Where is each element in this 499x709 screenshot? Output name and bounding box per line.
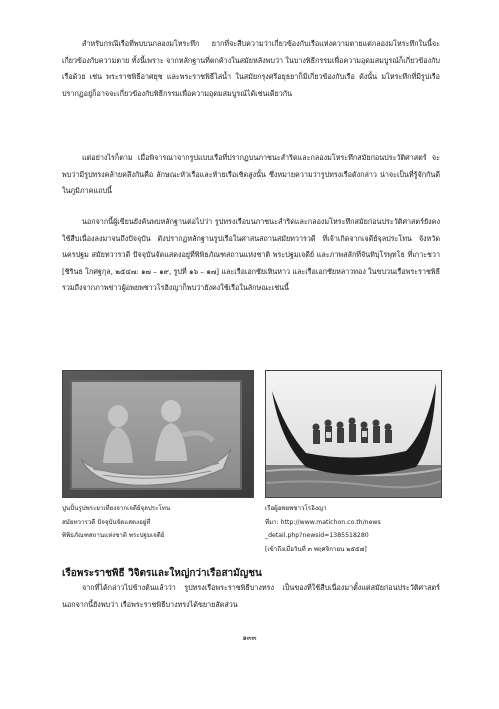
stucco-relief-image	[63, 371, 253, 497]
heading-paragraph-text: จากที่ได้กล่าวไปข้างต้นแล้วว่า รูปทรงเรือพระราชพิธีบางทรง เป็นของที่ใช้สืบเนื่องมาตั้งแต่สมัยก่อนประวัติศาสตร์ นอกจากนี้ยังพบว่า เรือพระราชพิธีบางทรงได้ขยายสัดส่วน	[62, 583, 440, 609]
paragraph-2	[62, 150, 440, 200]
heading-paragraph	[62, 580, 440, 613]
page-number: ๑๓๓	[242, 634, 257, 642]
paragraph-1	[62, 36, 440, 102]
paragraph-3	[62, 214, 440, 297]
figure-2-caption: เรือผู้อพยพชาวโรฮิงญา ที่มา: http://www.matichon.co.th/news _detail.php?newsid=1385518280 [เข้าถึงเมื่อวันที่ ๓ พฤศจิกายน ๒๕๕๗]	[265, 505, 381, 553]
section-heading: เรือพระราชพิธี วิจิตรและใหญ่กว่าเรือสามัญชน	[62, 568, 262, 579]
paragraph-2-text: แต่อย่างไรก็ตาม เมื่อพิจารณาจากรูปแบบเรือที่ปรากฏบนภาชนะสำริดและกลองมโหระทึกสมัยก่อนประวัติศาสตร์ จะพบว่ามีรูปทรงคล้ายคลึงกันคือ ลักษณะหัวเรือและท้ายเรือเชิดสูงนั้น ซึ่งหมายความว่ารูปทรงเรือดังกล่าว น่าจะเป็นที่รู้จักกันดีในภูมิภาคแถบนี้	[62, 153, 440, 196]
rohingya-boat-photo	[265, 370, 442, 498]
paragraph-1-text: สำหรับกรณีเรือที่พบบนกลองมโหระทึก ยากที่จะสืบความว่าเกี่ยวข้องกับเรือแห่งความตายแต่กลองมโหระทึกในนี้จะเกี่ยวข้องกับความตาย ทั้งนี้เพราะ จากหลักฐานที่ตกค้างในสมัยหลังพบว่า ในบางพิธีกรรมเพื่อความอุดมสมบูรณ์ก็เกี่ยวข้องกับเรือด้วย เช่น พระราชพิธีอาศยุช และพระราชพิธีไล่น้ำ ในสมัยกรุงศรีอยุธยาก็มีเกี่ยวข้องกับเรือ ดังนั้น มโหระทึกที่มีรูปเรือปรากฏอยู่ก็อาจจะเกี่ยวข้องกับพิธีกรรมเพื่อความอุดมสมบูรณ์ได้เช่นเดียวกัน	[62, 39, 440, 98]
paragraph-3-text: นอกจากนี้ผู้เขียนยังค้นพบหลักฐานต่อไปว่า รูปทรงเรือบนภาชนะสำริดและกลองมโหระทึกสมัยก่อนประวัติศาสตร์ยังคงใช้สืบเนื่องลงมาจนถึงปัจจุบัน ดังปรากฏหลักฐานรูปเรือในศาสนสถานสมัยทวารวดี ที่เจ้าเกิดจากเจดีย์จุลประโทน จังหวัดนครปฐม สมัยทวารวดี ปัจจุบันจัดแสดงอยู่ที่พิพิธภัณฑสถานแห่งชาติ พระปฐมเจดีย์ และภาพสลักที่จันทิบุโรพุทโธ ที่เกาะชวา [ชิรินธ โกศฐกุล, ๒๕๔๗: ๑๗ – ๑๙, รูปที่ ๑๖ – ๑๗] และเรือเอกชัยเหินหาว และเรือเอกชัยหลาวทอง ในขบวนเรือพระราชพิธี รวมถึงจากภาพข่าวผู้อพยพชาวโรฮิงญาก็พบว่ายังคงใช้เรือในลักษณะเช่นนี้	[62, 217, 440, 293]
rohingya-boat-image	[266, 371, 441, 497]
figure-1-caption: ปูนปั้นรูปพระยาเที่ยงจากเจดีย์จุลประโทน สมัยทวารวดี ปัจจุบันจัดแสดงอยู่ที่ พิพิธภัณฑสถานแห่งชาติ พระปฐมเจดีย์	[62, 505, 171, 539]
stucco-relief-boat-photo	[62, 370, 254, 498]
